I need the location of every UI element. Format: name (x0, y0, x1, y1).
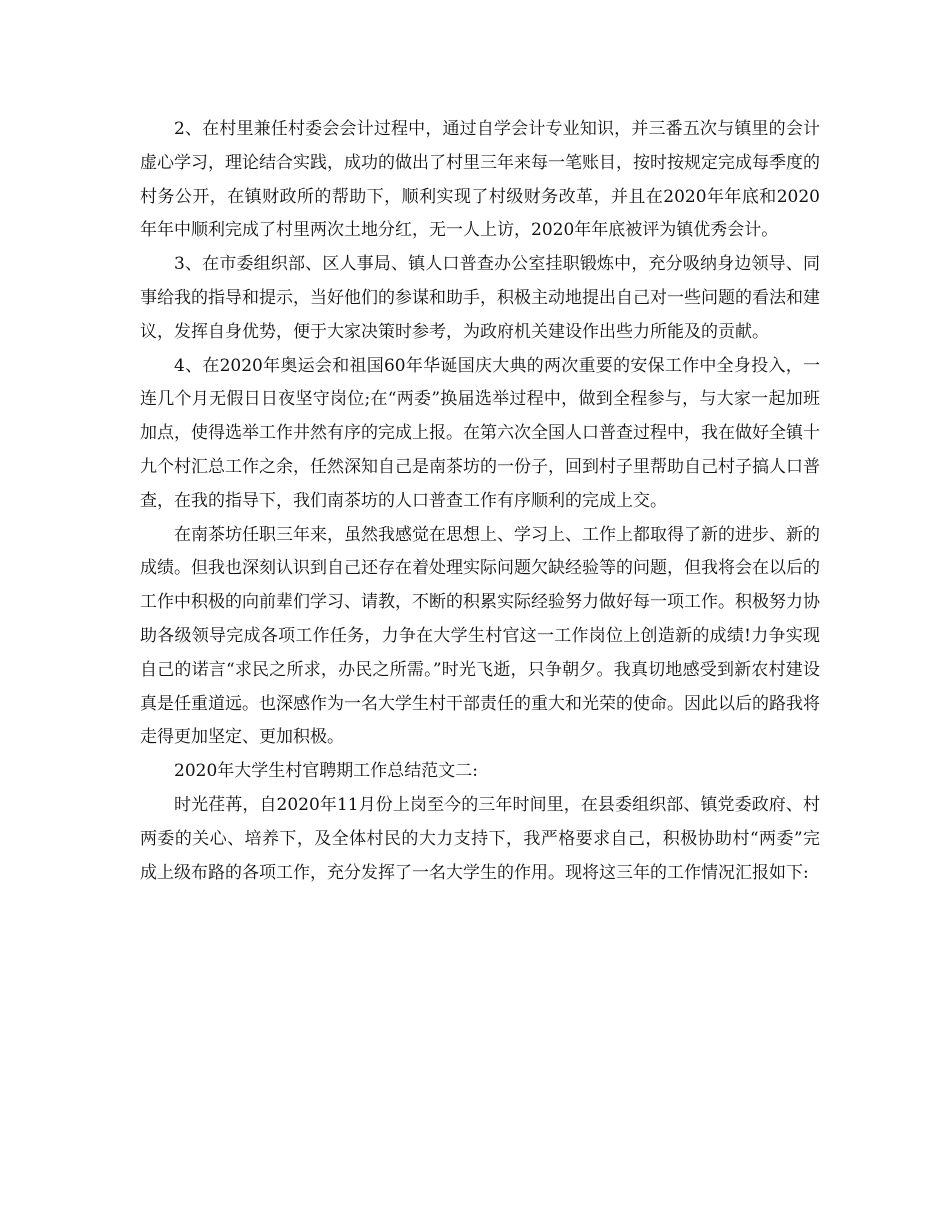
paragraph-security-census: 4、在2020年奥运会和祖国60年华诞国庆大典的两次重要的安保工作中全身投入，一连几个月无假日日夜坚守岗位;在“两委”换届选举过程中，做到全程参与，与大家一起加班加点，使得选举工作井然有序的完成上报。在第六次全国人口普查过程中，我在做好全镇十九个村汇总工作之余，任然深知自己是南茶坊的一份子，回到村子里帮助自己村子搞人口普查，在我的指导下，我们南茶坊的人口普查工作有序顺利的完成上交。 (140, 355, 820, 511)
paragraph-intro-two: 时光荏苒，自2020年11月份上岗至今的三年时间里，在县委组织部、镇党委政府、村两委的关心、培养下，及全体村民的大力支持下，我严格要求自己，积极协助村“两委”完成上级布路的各项工作，充分发挥了一名大学生的作用。现将这三年的工作情况汇报如下: (140, 794, 820, 883)
paragraph-secondment: 3、在市委组织部、区人事局、镇人口普查办公室挂职锻炼中，充分吸纳身边领导、同事给我的指导和提示，当好他们的参谋和助手，积极主动地提出自己对一些问题的看法和建议，发挥自身优势，便于大家决策时参考，为政府机关建设作出些力所能及的贡献。 (140, 254, 820, 342)
paragraph-summary: 在南茶坊任职三年来，虽然我感觉在思想上、学习上、工作上都取得了新的进步、新的成绩。但我也深刻认识到自己还存在着处理实际问题欠缺经验等的问题，但我将会在以后的工作中积极的向前辈们学习、请教，不断的积累实际经验努力做好每一项工作。积极努力协助各级领导完成各项工作任务，力争在大学生村官这一工作岗位上创造新的成绩!力争实现自己的诺言“求民之所求，办民之所需。”时光飞逝，只争朝夕。我真切地感受到新农村建设真是任重道远。也深感作为一名大学生村干部责任的重大和光荣的使命。因此以后的路我将走得更加坚定、更加积极。 (140, 524, 820, 748)
document-body (140, 113, 820, 890)
paragraph-accounting: 2、在村里兼任村委会会计过程中，通过自学会计专业知识，并三番五次与镇里的会计虚心学习，理论结合实践，成功的做出了村里三年来每一笔账目，按时按规定完成每季度的村务公开，在镇财政所的帮助下，顺利实现了村级财务改革，并且在2020年年底和2020年年中顺利完成了村里两次土地分红，无一人上访，2020年年底被评为镇优秀会计。 (140, 119, 820, 241)
section-heading: 2020年大学生村官聘期工作总结范文二: (174, 761, 478, 782)
